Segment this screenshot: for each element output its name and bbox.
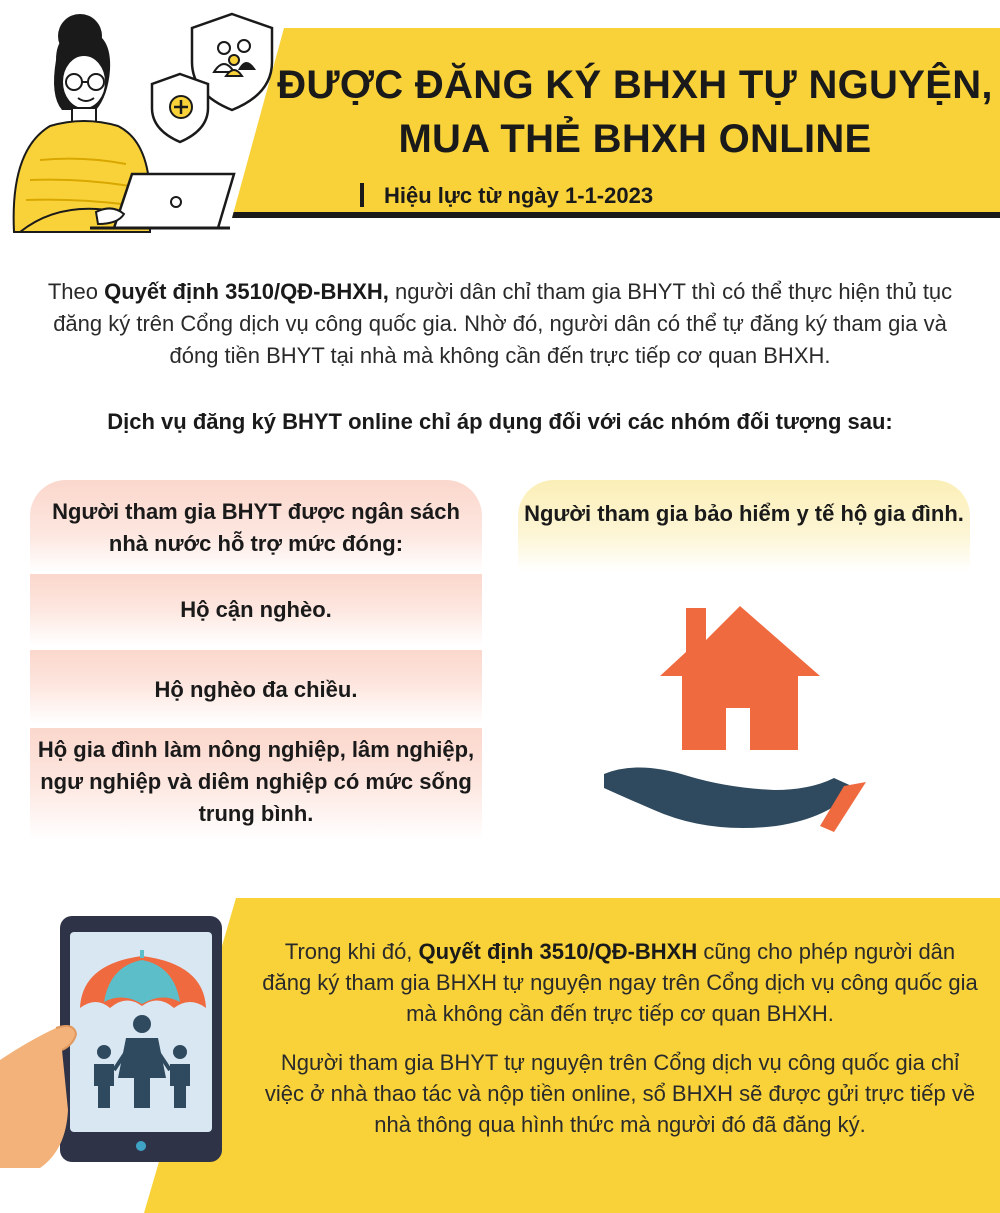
bottom-paragraph-1 xyxy=(260,936,980,1029)
woman-laptop-illustration xyxy=(0,0,290,235)
left-group-item-near-poor: Hộ cận nghèo. xyxy=(180,597,332,622)
page-title xyxy=(270,58,1000,166)
house-in-hand-icon xyxy=(598,600,888,840)
intro-body: người dân chỉ tham gia BHYT thì có thể thực hiện thủ tục đăng ký trên Cổng dịch vụ công quốc gia. Nhờ đó, người dân có thể tự đăng ký tham gia và đóng tiền BHYT tại nhà mà không cần đến trực tiếp cơ quan BHXH. xyxy=(53,279,953,368)
intro-decision: Quyết định 3510/QĐ-BHXH, xyxy=(104,279,389,304)
bottom-para1-prefix: Trong khi đó, xyxy=(284,939,419,964)
intro-prefix: Theo xyxy=(47,279,105,304)
title-line-2: MUA THẺ BHXH ONLINE xyxy=(398,117,872,161)
bottom-para1-decision: Quyết định 3510/QĐ-BHXH xyxy=(418,939,698,964)
shield-plus-icon xyxy=(152,74,208,142)
effective-date: Hiệu lực từ ngày 1-1-2023 xyxy=(384,183,654,208)
left-group-header: Người tham gia BHYT được ngân sách nhà nước hỗ trợ mức đóng: xyxy=(52,499,460,556)
bottom-para1-body: cũng cho phép người dân đăng ký tham gia BHXH tự nguyện ngay trên Cổng dịch vụ công quốc gia mà không cần đến trực tiếp cơ quan BHXH. xyxy=(262,939,978,1026)
left-group-item-poor: Hộ nghèo đa chiều. xyxy=(154,677,358,702)
title-line-1: ĐƯỢC ĐĂNG KÝ BHXH TỰ NGUYỆN, xyxy=(277,63,993,107)
bottom-paragraph-2: Người tham gia BHYT tự nguyện trên Cổng dịch vụ công quốc gia chỉ việc ở nhà thao tác và nộp tiền online, sổ BHXH sẽ được gửi trực tiếp về nhà thông qua hình thức mà người đó đã đăng ký. xyxy=(264,1050,976,1137)
intro-paragraph xyxy=(30,276,970,372)
bottom-text xyxy=(260,936,980,1140)
hand-icon xyxy=(604,767,866,832)
groups-heading: Dịch vụ đăng ký BHYT online chỉ áp dụng đối với các nhóm đối tượng sau: xyxy=(107,409,893,434)
right-group-header: Người tham gia bảo hiểm y tế hộ gia đình. xyxy=(524,501,964,526)
date-divider xyxy=(360,183,364,207)
tablet-umbrella-family-illustration xyxy=(0,910,240,1170)
house-icon xyxy=(660,606,820,750)
left-group-item-agriculture: Hộ gia đình làm nông nghiệp, lâm nghiệp, ngư nghiệp và diêm nghiệp có mức sống trung bình. xyxy=(37,737,475,826)
